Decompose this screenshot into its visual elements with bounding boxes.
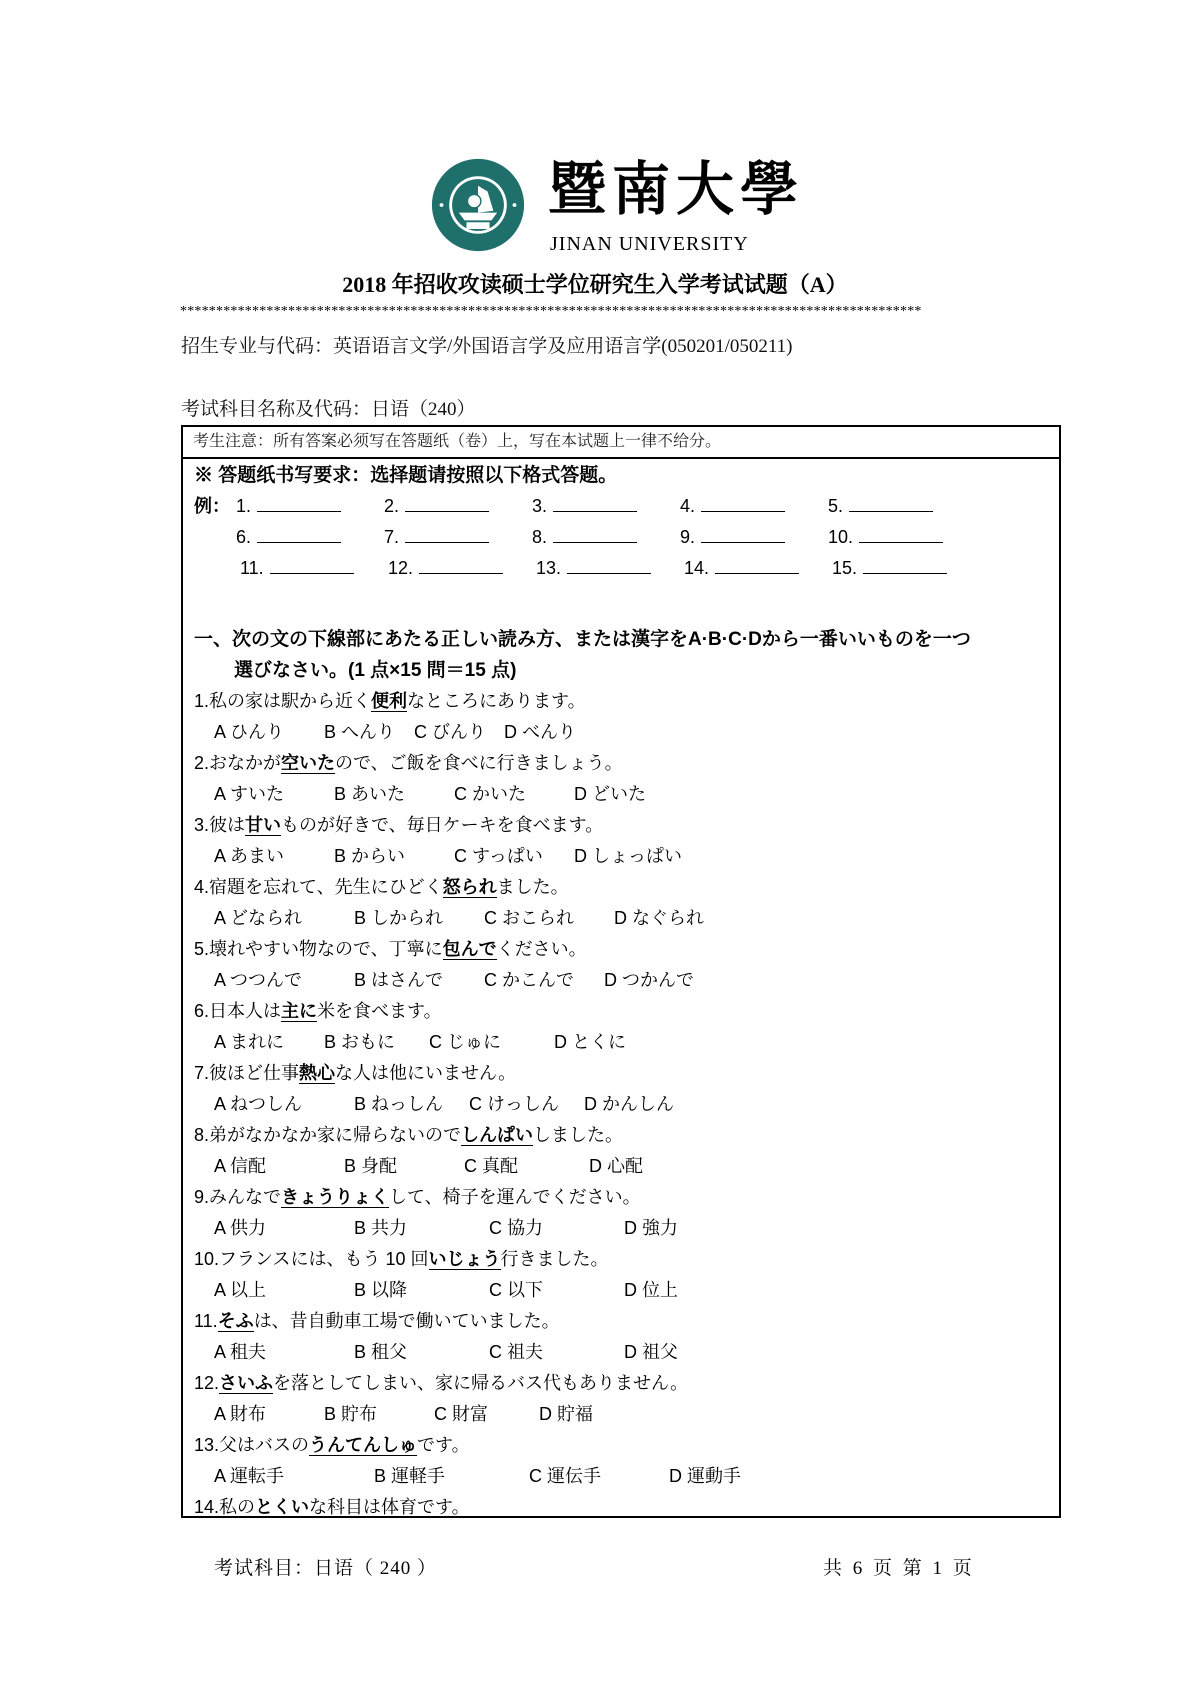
option-a[interactable]: A 租夫	[214, 1342, 267, 1362]
option-b[interactable]: B 運軽手	[374, 1466, 446, 1486]
option-c[interactable]: C びんり	[414, 722, 486, 742]
question-number: 9.	[194, 1187, 210, 1207]
option-d[interactable]: D べんり	[504, 722, 576, 742]
option-a[interactable]: A 供力	[214, 1218, 267, 1238]
answer-number: 8.	[532, 527, 548, 547]
answer-sheet-requirement: ※ 答题纸书写要求：选择题请按照以下格式答题。	[194, 465, 618, 486]
question-list	[194, 686, 1059, 1523]
answer-slot	[832, 553, 947, 584]
option-a[interactable]: A ねつしん	[214, 1094, 303, 1114]
answer-blank	[715, 553, 799, 574]
question-14	[194, 1492, 1059, 1523]
question-underlined-word: 甘い	[245, 815, 282, 835]
question-underlined-word: とくい	[255, 1497, 310, 1517]
question-9	[194, 1182, 1059, 1213]
option-a[interactable]: A つつんで	[214, 970, 303, 990]
answer-row	[194, 522, 1059, 553]
option-d[interactable]: D 貯福	[539, 1404, 593, 1424]
question-number: 8.	[194, 1125, 210, 1145]
answer-blank	[405, 491, 489, 512]
answer-number: 4.	[680, 496, 696, 516]
answer-slot	[828, 491, 933, 522]
option-d[interactable]: D つかんで	[604, 970, 694, 990]
question-options	[194, 1027, 1059, 1058]
answer-slot	[828, 522, 943, 553]
answer-blank	[701, 491, 785, 512]
option-d[interactable]: D 祖父	[624, 1342, 678, 1362]
answer-number: 6.	[236, 527, 252, 547]
exam-content	[183, 461, 1059, 1523]
question-number: 1.	[194, 691, 210, 711]
question-text-before: 弟がなかなか家に帰らないので	[209, 1125, 462, 1145]
answer-slot	[684, 553, 799, 584]
option-d[interactable]: D しょっぱい	[574, 846, 682, 866]
question-options	[194, 841, 1059, 872]
question-3	[194, 810, 1059, 841]
question-text-after: ので、ご飯を食べに行きましょう。	[335, 753, 623, 773]
answer-number: 11.	[240, 558, 264, 578]
answer-number: 14.	[684, 558, 710, 578]
question-5	[194, 934, 1059, 965]
question-2	[194, 748, 1059, 779]
answer-slot	[384, 491, 489, 522]
question-underlined-word: そふ	[217, 1311, 254, 1331]
question-text-after: ものが好きで、毎日ケーキを食べます。	[281, 815, 604, 835]
exam-box	[181, 425, 1061, 1518]
question-text-after: ください。	[496, 939, 587, 959]
option-b[interactable]: B 身配	[344, 1156, 398, 1176]
question-text-before: おなかが	[209, 753, 282, 773]
question-options	[194, 1461, 1059, 1492]
question-text-after: しました。	[533, 1125, 624, 1145]
answer-blank	[567, 553, 651, 574]
answer-blank	[419, 553, 503, 574]
answer-blank	[701, 522, 785, 543]
question-text-before: 私の家は駅から近く	[209, 691, 372, 711]
question-underlined-word: きょうりょく	[281, 1187, 390, 1207]
question-number: 13.	[194, 1435, 220, 1455]
option-c[interactable]: C 財富	[434, 1404, 488, 1424]
candidate-notice: 考生注意：所有答案必须写在答题纸（卷）上，写在本试题上一律不给分。	[183, 427, 1059, 459]
question-8	[194, 1120, 1059, 1151]
university-logo	[430, 155, 805, 255]
option-a[interactable]: A 信配	[214, 1156, 267, 1176]
question-options	[194, 903, 1059, 934]
wordmark-chinese: 暨南大學	[548, 155, 805, 223]
answer-blank	[257, 491, 341, 512]
question-number: 10.	[194, 1249, 220, 1269]
question-text-after: な人は他にいません。	[335, 1063, 517, 1083]
option-b[interactable]: B へんり	[324, 722, 396, 742]
option-c[interactable]: C じゅに	[429, 1032, 501, 1052]
question-text-after: して、椅子を運んでください。	[389, 1187, 641, 1207]
answer-row	[194, 553, 1059, 584]
option-b[interactable]: B 貯布	[324, 1404, 378, 1424]
question-options	[194, 1399, 1059, 1430]
option-a[interactable]: A 財布	[214, 1404, 267, 1424]
section-one-instructions	[194, 624, 1059, 686]
question-1	[194, 686, 1059, 717]
answer-format-example	[194, 491, 1059, 584]
option-c[interactable]: C 協力	[489, 1218, 543, 1238]
option-c[interactable]: C おこられ	[484, 908, 574, 928]
answer-slot	[388, 553, 503, 584]
option-d[interactable]: D どいた	[574, 784, 646, 804]
question-text-after: 行きました。	[500, 1249, 609, 1269]
option-c[interactable]: C かいた	[454, 784, 526, 804]
option-d[interactable]: D なぐられ	[614, 908, 704, 928]
option-c[interactable]: C けっしん	[469, 1094, 559, 1114]
exam-title: 2018 年招收攻读硕士学位研究生入学考试试题（A）	[342, 272, 848, 297]
answer-blank	[859, 522, 943, 543]
answer-slot	[236, 522, 341, 553]
subject-and-code: 考试科目名称及代码：日语（240）	[181, 399, 476, 420]
question-text-after: ました。	[496, 877, 569, 897]
question-text-before: フランスには、もう 10 回	[219, 1249, 429, 1269]
answer-slot	[536, 553, 651, 584]
option-a[interactable]: A ひんり	[214, 722, 285, 742]
option-c[interactable]: C 真配	[464, 1156, 518, 1176]
answer-slot	[680, 522, 785, 553]
option-c[interactable]: C 以下	[489, 1280, 543, 1300]
answer-blank	[849, 491, 933, 512]
option-d[interactable]: D 強力	[624, 1218, 678, 1238]
answer-blank	[270, 553, 354, 574]
option-d[interactable]: D かんしん	[584, 1094, 674, 1114]
answer-number: 1.	[236, 496, 252, 516]
question-underlined-word: 便利	[371, 691, 408, 711]
question-text-before: 壊れやすい物なので、丁寧に	[209, 939, 443, 959]
question-underlined-word: いじょう	[428, 1249, 501, 1269]
question-options	[194, 1275, 1059, 1306]
question-text-before: 彼ほど仕事	[209, 1063, 300, 1083]
question-number: 14.	[194, 1497, 220, 1517]
question-number: 2.	[194, 753, 210, 773]
question-12	[194, 1368, 1059, 1399]
question-text-before: 私の	[219, 1497, 256, 1517]
answer-blank	[553, 491, 637, 512]
question-4	[194, 872, 1059, 903]
answer-slot	[240, 553, 354, 584]
question-text-after: 米を食べます。	[317, 1001, 442, 1021]
question-text-after: は、昔自動車工場で働いていました。	[253, 1311, 560, 1331]
question-6	[194, 996, 1059, 1027]
answer-number: 13.	[536, 558, 562, 578]
option-a[interactable]: A すいた	[214, 784, 285, 804]
answer-number: 9.	[680, 527, 696, 547]
option-b[interactable]: B ねっしん	[354, 1094, 444, 1114]
question-options	[194, 1151, 1059, 1182]
question-underlined-word: うんてんしゅ	[309, 1435, 418, 1455]
question-underlined-word: さいふ	[219, 1373, 274, 1393]
option-a[interactable]: A まれに	[214, 1032, 285, 1052]
question-underlined-word: 空いた	[281, 753, 336, 773]
question-number: 12.	[194, 1373, 220, 1393]
question-underlined-word: しんぱい	[461, 1125, 534, 1145]
answer-slot	[680, 491, 785, 522]
question-number: 3.	[194, 815, 210, 835]
question-text-after: なところにあります。	[407, 691, 586, 711]
answer-number: 2.	[384, 496, 400, 516]
wordmark-english: JINAN UNIVERSITY	[550, 233, 749, 255]
answer-number: 12.	[388, 558, 414, 578]
option-d[interactable]: D 運動手	[669, 1466, 741, 1486]
question-number: 7.	[194, 1063, 210, 1083]
option-c[interactable]: C 運伝手	[529, 1466, 601, 1486]
question-options	[194, 779, 1059, 810]
answer-number: 3.	[532, 496, 548, 516]
question-text-after: です。	[417, 1435, 470, 1455]
answer-slot	[384, 522, 489, 553]
answer-blank	[553, 522, 637, 543]
option-b[interactable]: B 共力	[354, 1218, 408, 1238]
footer-page-number: 共 6 页 第 1 页	[823, 1558, 972, 1579]
option-b[interactable]: B 以降	[354, 1280, 408, 1300]
option-a[interactable]: A 運転手	[214, 1466, 285, 1486]
question-text-before: 彼は	[209, 815, 246, 835]
question-text-after: な科目は体育です。	[309, 1497, 470, 1517]
question-options	[194, 1213, 1059, 1244]
example-label: 例：	[194, 496, 230, 516]
answer-number: 15.	[832, 558, 858, 578]
question-underlined-word: 包んで	[442, 939, 497, 959]
option-b[interactable]: B しかられ	[354, 908, 444, 928]
question-underlined-word: 主に	[281, 1001, 318, 1021]
footer-subject: 考试科目：日语（ 240 ）	[214, 1558, 438, 1579]
question-11	[194, 1306, 1059, 1337]
section-instruction-line2: 選びなさい。(1 点×15 問＝15 点)	[234, 660, 517, 681]
answer-blank	[405, 522, 489, 543]
question-text-before: みんなで	[209, 1187, 282, 1207]
answer-slot	[236, 491, 341, 522]
question-number: 4.	[194, 877, 210, 897]
answer-slot	[532, 491, 637, 522]
question-number: 11.	[194, 1311, 218, 1331]
answer-slot	[532, 522, 637, 553]
option-d[interactable]: D 心配	[589, 1156, 643, 1176]
question-text-before: 父はバスの	[219, 1435, 310, 1455]
option-b[interactable]: B あいた	[334, 784, 406, 804]
separator-line: *******************************************************************************************************	[180, 304, 922, 319]
major-and-code: 招生专业与代码：英语语言文学/外国语言学及应用语言学(050201/050211)	[181, 336, 793, 357]
question-underlined-word: 怒られ	[442, 877, 497, 897]
question-13	[194, 1430, 1059, 1461]
question-text-before: 宿題を忘れて、先生にひどく	[209, 877, 443, 897]
option-b[interactable]: B からい	[334, 846, 406, 866]
question-options	[194, 965, 1059, 996]
option-c[interactable]: C 祖夫	[489, 1342, 543, 1362]
question-options	[194, 1089, 1059, 1120]
option-b[interactable]: B おもに	[324, 1032, 396, 1052]
question-7	[194, 1058, 1059, 1089]
question-number: 6.	[194, 1001, 210, 1021]
option-c[interactable]: C すっぱい	[454, 846, 543, 866]
option-c[interactable]: C かこんで	[484, 970, 574, 990]
section-instruction-line1: 一、次の文の下線部にあたる正しい読み方、または漢字をA·B·C·Dから一番いいものを一つ	[194, 629, 971, 650]
question-text-before: 日本人は	[209, 1001, 282, 1021]
answer-blank	[863, 553, 947, 574]
answer-blank	[257, 522, 341, 543]
question-underlined-word: 熱心	[299, 1063, 336, 1083]
question-options	[194, 1337, 1059, 1368]
option-d[interactable]: D 位上	[624, 1280, 678, 1300]
option-a[interactable]: A 以上	[214, 1280, 267, 1300]
answer-number: 5.	[828, 496, 844, 516]
option-b[interactable]: B 租父	[354, 1342, 408, 1362]
option-d[interactable]: D とくに	[554, 1032, 626, 1052]
question-text-after: を落としてしまい、家に帰るバス代もありません。	[273, 1373, 689, 1393]
option-b[interactable]: B はさんで	[354, 970, 444, 990]
question-10	[194, 1244, 1059, 1275]
university-seal-icon	[430, 157, 526, 253]
answer-number: 10.	[828, 527, 854, 547]
answer-number: 7.	[384, 527, 400, 547]
question-number: 5.	[194, 939, 210, 959]
answer-row	[194, 491, 1059, 522]
option-a[interactable]: A あまい	[214, 846, 285, 866]
question-options	[194, 717, 1059, 748]
option-a[interactable]: A どなられ	[214, 908, 303, 928]
